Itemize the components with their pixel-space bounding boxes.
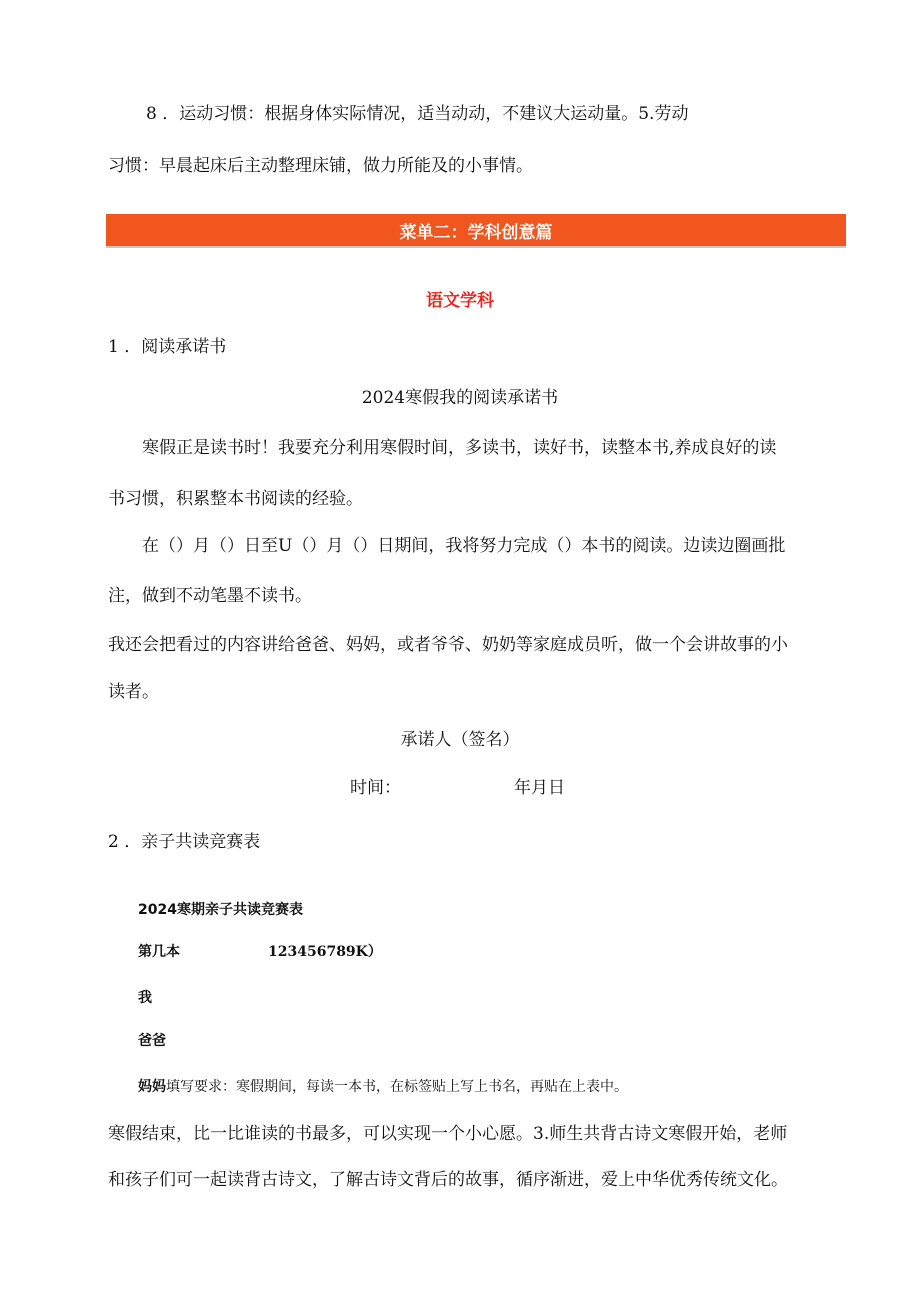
section-banner [106,214,846,248]
table-title: 2024寒期亲子共读竞赛表 [138,902,303,918]
paragraph-2-line-1: 在（）月（）日至U（）月（）日期间，我将努力完成（）本书的阅读。边读边圈画批 [142,536,786,556]
date-label: 年月日 [514,778,565,798]
paragraph-1-line-2: 书习惯，积累整本书阅读的经验。 [108,489,363,509]
table-header-label: 第几本 [138,944,180,960]
table-row-me: 我 [138,990,152,1006]
table-row-mom: 妈妈 [138,1079,166,1095]
closing-line-2: 和孩子们可一起读背古诗文，了解古诗文背后的故事，循序渐进，爱上中华优秀传统文化。 [108,1170,788,1190]
table-row-dad: 爸爸 [138,1033,166,1049]
subject-title: 语文学科 [426,291,494,311]
paragraph-1-line-1: 寒假正是读书时！我要充分利用寒假时间，多读书，读好书，读整本书,养成良好的读 [142,438,777,458]
letter-title: 2024寒假我的阅读承诺书 [361,388,559,408]
paragraph-3-line-1: 我还会把看过的内容讲给爸爸、妈妈，或者爷爷、奶奶等家庭成员听，做一个会讲故事的小 [108,635,788,655]
closing-line-1: 寒假结束，比一比谁读的书最多，可以实现一个小心愿。3.师生共背古诗文寒假开始，老师 [108,1124,788,1144]
section1-heading: 1 ．阅读承诺书 [108,337,227,357]
signer-label: 承诺人（签名） [400,730,520,750]
habit-line-1: 8 ．运动习惯：根据身体实际情况，适当动动，不建议大运动量。5.劳动 [146,104,689,124]
table-row-mom-line [138,1077,628,1097]
section2-heading: 2 ．亲子共读竞赛表 [108,832,261,852]
habit-line-2: 习惯：早晨起床后主动整理床铺，做力所能及的小事情。 [108,156,533,176]
banner-title: 菜单二：学科创意篇 [399,222,553,243]
fill-instructions: 填写要求：寒假期间，每读一本书，在标签贴上写上书名，再贴在上表中。 [166,1079,628,1095]
table-header-numbers: 123456789K） [268,944,382,960]
time-label: 时间： [350,778,401,798]
paragraph-3-line-2: 读者。 [108,682,159,702]
paragraph-2-line-2: 注，做到不动笔墨不读书。 [108,586,312,606]
